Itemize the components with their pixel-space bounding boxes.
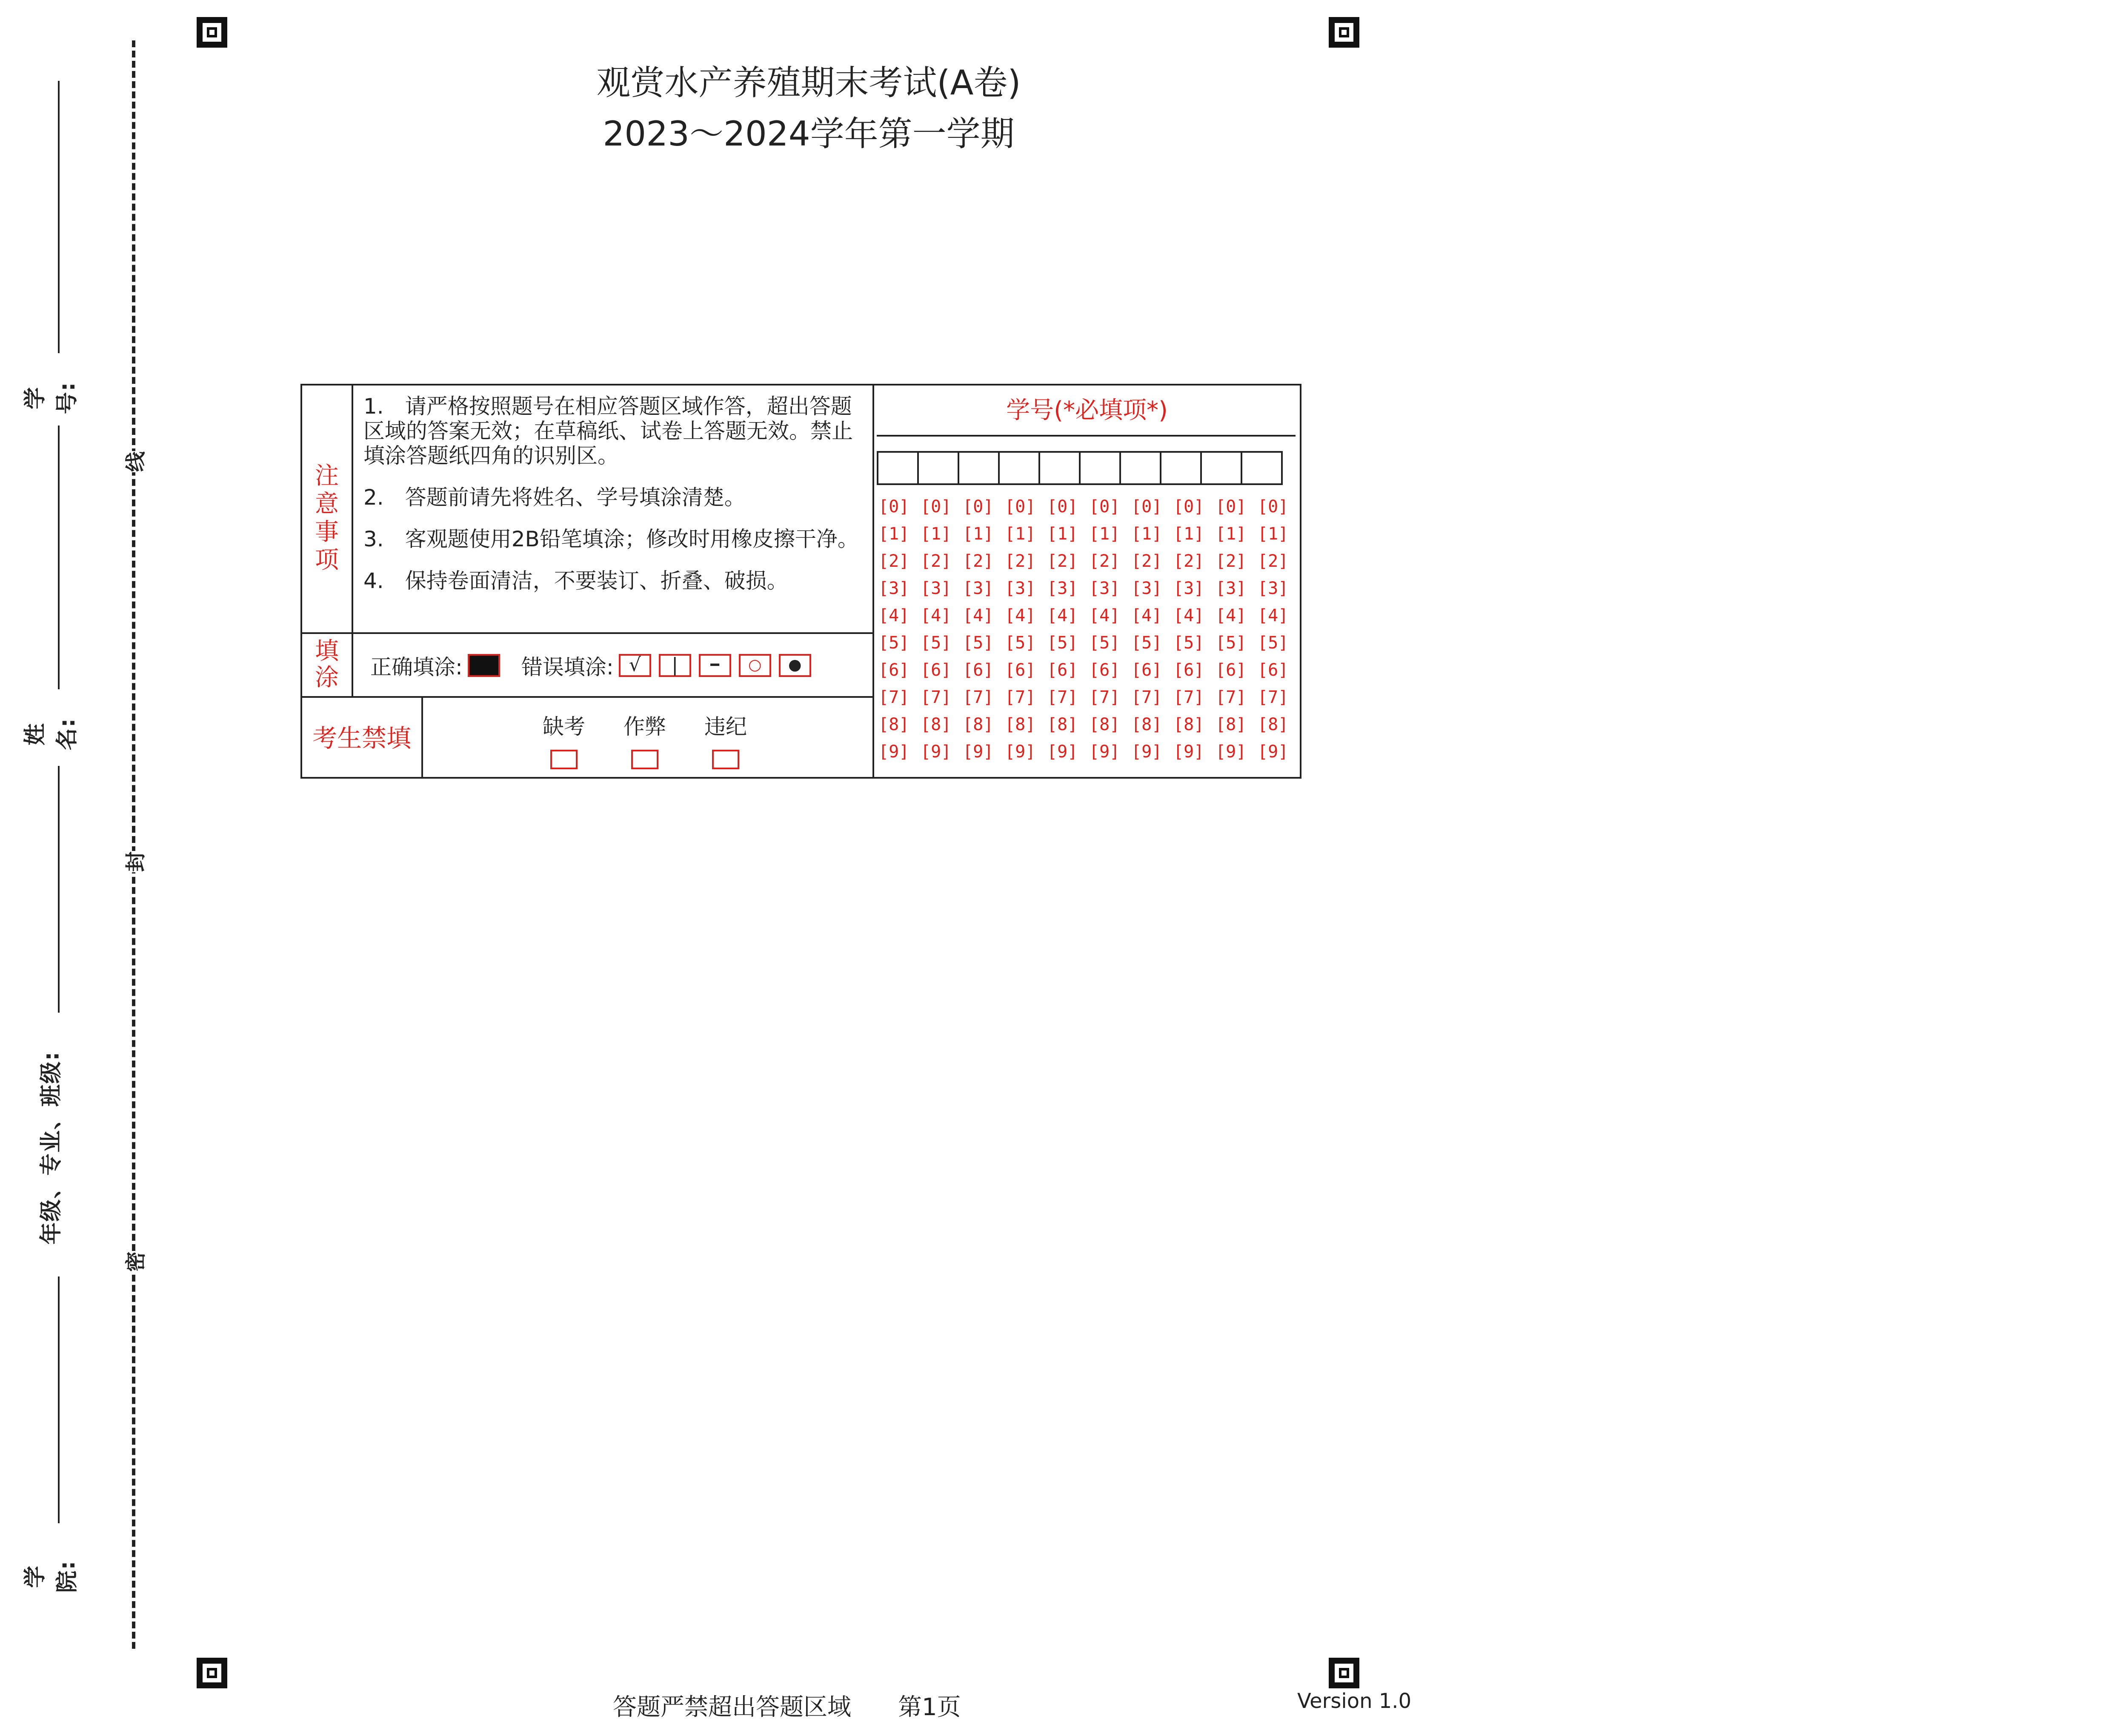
edge-marker-top-center xyxy=(1329,17,1359,48)
digit-bubble[interactable]: [2] xyxy=(963,551,994,571)
violation-label: 违纪 xyxy=(704,714,747,739)
digit-bubble[interactable]: [9] xyxy=(1089,742,1120,762)
digit-bubble[interactable]: [0] xyxy=(1131,497,1162,517)
digit-bubble[interactable]: [6] xyxy=(878,660,910,680)
digit-bubble[interactable]: [1] xyxy=(1216,524,1247,544)
digit-bubble[interactable]: [2] xyxy=(1258,551,1289,571)
notice-item: 4. 保持卷面清洁，不要装订、折叠、破损。 xyxy=(363,568,788,593)
digit-bubble[interactable]: [0] xyxy=(921,497,952,517)
student-id-digit-box[interactable] xyxy=(1079,451,1121,485)
student-id-label: 学号: xyxy=(23,381,80,414)
digit-bubble[interactable]: [2] xyxy=(1173,551,1204,571)
seal-word-seal: 封 xyxy=(119,851,149,872)
digit-bubble[interactable]: [6] xyxy=(1047,660,1078,680)
digit-bubble[interactable]: [4] xyxy=(878,606,910,625)
digit-bubble[interactable]: [7] xyxy=(878,688,910,707)
fill-example-row xyxy=(302,632,872,696)
digit-bubble[interactable]: [0] xyxy=(878,497,910,517)
digit-bubble[interactable]: [5] xyxy=(878,633,910,653)
digit-bubble[interactable]: [6] xyxy=(963,660,994,680)
digit-bubble[interactable]: [4] xyxy=(1131,606,1162,625)
student-id-digit-box[interactable] xyxy=(1119,451,1161,485)
digit-bubble[interactable]: [3] xyxy=(963,579,994,598)
digit-bubble[interactable]: [5] xyxy=(921,633,952,653)
student-id-title: 学号(*必填项*) xyxy=(1006,397,1168,424)
student-id-digit-box[interactable] xyxy=(1241,451,1283,485)
digit-bubble[interactable]: [7] xyxy=(921,688,952,707)
digit-bubble[interactable]: [9] xyxy=(921,742,952,762)
bubble-row xyxy=(878,715,1300,742)
digit-bubble[interactable]: [6] xyxy=(1089,660,1120,680)
digit-bubble[interactable]: [9] xyxy=(1173,742,1204,762)
notice-list xyxy=(363,394,866,610)
digit-bubble[interactable]: [5] xyxy=(1131,633,1162,653)
digit-bubble[interactable]: [4] xyxy=(1089,606,1120,625)
bubble-row xyxy=(878,524,1300,551)
digit-bubble[interactable]: [8] xyxy=(878,715,910,734)
student-id-digit-box[interactable] xyxy=(958,451,1000,485)
bubble-row xyxy=(878,579,1300,606)
student-id-digit-box[interactable] xyxy=(998,451,1040,485)
bubble-row xyxy=(878,660,1300,688)
digit-bubble[interactable]: [9] xyxy=(963,742,994,762)
correct-fill-label: 正确填涂: xyxy=(370,655,463,680)
digit-bubble[interactable]: [7] xyxy=(1131,688,1162,707)
digit-bubble[interactable]: [1] xyxy=(921,524,952,544)
cheating-label: 作弊 xyxy=(624,714,666,739)
student-id-digit-box[interactable] xyxy=(1160,451,1202,485)
digit-bubble[interactable]: [8] xyxy=(1005,715,1036,734)
digit-bubble[interactable]: [8] xyxy=(1047,715,1078,734)
digit-bubble[interactable]: [3] xyxy=(1173,579,1204,598)
exam-title: 观赏水产养殖期末考试(A卷) xyxy=(596,63,1021,103)
student-id-bubble-grid xyxy=(878,497,1300,769)
digit-bubble[interactable]: [3] xyxy=(1089,579,1120,598)
digit-bubble[interactable]: [3] xyxy=(1216,579,1247,598)
digit-bubble[interactable]: [0] xyxy=(1173,497,1204,517)
absent-label: 缺考 xyxy=(543,714,585,739)
digit-bubble[interactable]: [6] xyxy=(1216,660,1247,680)
digit-bubble[interactable]: [9] xyxy=(1216,742,1247,762)
footer-page: 第1页 xyxy=(898,1693,961,1721)
corner-marker-bottom-left xyxy=(197,1658,227,1688)
class-line xyxy=(58,766,60,1013)
digit-bubble[interactable]: [5] xyxy=(963,633,994,653)
digit-bubble[interactable]: [1] xyxy=(1173,524,1204,544)
digit-bubble[interactable]: [9] xyxy=(1258,742,1289,762)
digit-bubble[interactable]: [9] xyxy=(1131,742,1162,762)
digit-bubble[interactable]: [3] xyxy=(921,579,952,598)
notice-item: 3. 客观题使用2B铅笔填涂；修改时用橡皮擦干净。 xyxy=(363,527,859,551)
wrong-fill-check: √ xyxy=(619,654,651,677)
name-label: 姓名: xyxy=(23,717,80,751)
digit-bubble[interactable]: [0] xyxy=(1089,497,1120,517)
student-id-digit-box[interactable] xyxy=(1038,451,1081,485)
digit-bubble[interactable]: [9] xyxy=(878,742,910,762)
digit-bubble[interactable]: [4] xyxy=(1047,606,1078,625)
digit-bubble[interactable]: [0] xyxy=(1258,497,1289,517)
digit-bubble[interactable]: [1] xyxy=(878,524,910,544)
digit-bubble[interactable]: [3] xyxy=(1131,579,1162,598)
wrong-fill-bar: | xyxy=(659,654,691,677)
notice-label: 注意事项 xyxy=(302,385,353,632)
digit-bubble[interactable]: [6] xyxy=(1005,660,1036,680)
digit-bubble[interactable]: [2] xyxy=(878,551,910,571)
footer-notice: 答题严禁超出答题区域 xyxy=(613,1693,851,1721)
examiner-only-row xyxy=(302,696,872,779)
digit-bubble[interactable]: [9] xyxy=(1047,742,1078,762)
digit-bubble[interactable]: [3] xyxy=(878,579,910,598)
student-id-digit-box[interactable] xyxy=(917,451,959,485)
absent-checkbox[interactable] xyxy=(550,750,578,769)
answer-card-header xyxy=(300,384,1301,779)
seal-word-secret: 密 xyxy=(119,1251,149,1272)
bubble-row xyxy=(878,606,1300,633)
wrong-fill-dash: ━ xyxy=(699,654,731,677)
student-id-digit-box[interactable] xyxy=(1200,451,1242,485)
digit-bubble[interactable]: [8] xyxy=(921,715,952,734)
cheating-checkbox[interactable] xyxy=(631,750,658,769)
digit-bubble[interactable]: [8] xyxy=(1131,715,1162,734)
digit-bubble[interactable]: [2] xyxy=(1089,551,1120,571)
digit-bubble[interactable]: [4] xyxy=(1216,606,1247,625)
violation-checkbox[interactable] xyxy=(712,750,739,769)
digit-bubble[interactable]: [7] xyxy=(1173,688,1204,707)
student-id-rule xyxy=(877,435,1296,437)
college-label: 学院: xyxy=(23,1560,80,1593)
digit-bubble[interactable]: [9] xyxy=(1005,742,1036,762)
digit-bubble[interactable]: [6] xyxy=(1131,660,1162,680)
student-id-digit-box[interactable] xyxy=(877,451,919,485)
digit-bubble[interactable]: [7] xyxy=(1089,688,1120,707)
digit-bubble[interactable]: [5] xyxy=(1089,633,1120,653)
digit-bubble[interactable]: [2] xyxy=(1047,551,1078,571)
digit-bubble[interactable]: [4] xyxy=(963,606,994,625)
wrong-fill-circle: ○ xyxy=(739,654,771,677)
digit-bubble[interactable]: [5] xyxy=(1216,633,1247,653)
digit-bubble[interactable]: [8] xyxy=(1216,715,1247,734)
bubble-row xyxy=(878,633,1300,660)
digit-bubble[interactable]: [7] xyxy=(1005,688,1036,707)
digit-bubble[interactable]: [2] xyxy=(1216,551,1247,571)
digit-bubble[interactable]: [8] xyxy=(963,715,994,734)
wrong-fill-dot: ● xyxy=(779,654,811,677)
digit-bubble[interactable]: [1] xyxy=(1258,524,1289,544)
notice-item: 2. 答题前请先将姓名、学号填涂清楚。 xyxy=(363,485,746,510)
digit-bubble[interactable]: [1] xyxy=(1131,524,1162,544)
notice-item: 1. 请严格按照题号在相应答题区域作答，超出答题区域的答案无效；在草稿纸、试卷上答题无效。禁止填涂答题纸四角的识别区。 xyxy=(363,394,853,468)
digit-bubble[interactable]: [7] xyxy=(963,688,994,707)
bubble-row xyxy=(878,742,1300,769)
bubble-row xyxy=(878,688,1300,715)
examiner-only-label: 考生禁填 xyxy=(302,698,423,779)
digit-bubble[interactable]: [1] xyxy=(963,524,994,544)
digit-bubble[interactable]: [3] xyxy=(1047,579,1078,598)
digit-bubble[interactable]: [0] xyxy=(1005,497,1036,517)
digit-bubble[interactable]: [8] xyxy=(1089,715,1120,734)
digit-bubble[interactable]: [4] xyxy=(1173,606,1204,625)
digit-bubble[interactable]: [5] xyxy=(1173,633,1204,653)
digit-bubble[interactable]: [4] xyxy=(1258,606,1289,625)
digit-bubble[interactable]: [3] xyxy=(1005,579,1036,598)
student-id-panel xyxy=(872,385,1300,777)
seal-dashed-line xyxy=(132,40,135,1649)
digit-bubble[interactable]: [7] xyxy=(1047,688,1078,707)
digit-bubble[interactable]: [0] xyxy=(963,497,994,517)
digit-bubble[interactable]: [0] xyxy=(1047,497,1078,517)
digit-bubble[interactable]: [4] xyxy=(1005,606,1036,625)
digit-bubble[interactable]: [5] xyxy=(1047,633,1078,653)
digit-bubble[interactable]: [2] xyxy=(921,551,952,571)
corner-marker-top-left xyxy=(197,17,227,48)
class-label: 年级、专业、班级: xyxy=(38,1051,64,1245)
digit-bubble[interactable]: [0] xyxy=(1216,497,1247,517)
digit-bubble[interactable]: [8] xyxy=(1258,715,1289,734)
edge-marker-bottom-center xyxy=(1329,1658,1359,1688)
digit-bubble[interactable]: [5] xyxy=(1258,633,1289,653)
digit-bubble[interactable]: [4] xyxy=(921,606,952,625)
digit-bubble[interactable]: [5] xyxy=(1005,633,1036,653)
exam-term: 2023～2024学年第一学期 xyxy=(603,114,1015,154)
correct-fill-example xyxy=(468,654,500,677)
digit-bubble[interactable]: [6] xyxy=(1258,660,1289,680)
digit-bubble[interactable]: [3] xyxy=(1258,579,1289,598)
student-id-boxes xyxy=(877,451,1283,485)
digit-bubble[interactable]: [8] xyxy=(1173,715,1204,734)
digit-bubble[interactable]: [1] xyxy=(1089,524,1120,544)
digit-bubble[interactable]: [1] xyxy=(1005,524,1036,544)
digit-bubble[interactable]: [7] xyxy=(1216,688,1247,707)
digit-bubble[interactable]: [2] xyxy=(1131,551,1162,571)
college-line xyxy=(58,1276,60,1523)
digit-bubble[interactable]: [6] xyxy=(921,660,952,680)
digit-bubble[interactable]: [6] xyxy=(1173,660,1204,680)
fill-label: 填涂 xyxy=(302,634,353,696)
digit-bubble[interactable]: [2] xyxy=(1005,551,1036,571)
seal-word-line: 线 xyxy=(119,451,149,472)
name-line xyxy=(58,425,60,689)
student-id-line xyxy=(58,81,60,353)
bubble-row xyxy=(878,497,1300,524)
digit-bubble[interactable]: [1] xyxy=(1047,524,1078,544)
digit-bubble[interactable]: [7] xyxy=(1258,688,1289,707)
wrong-fill-label: 错误填涂: xyxy=(521,655,614,680)
footer-version: Version 1.0 xyxy=(1297,1689,1412,1713)
bubble-row xyxy=(878,551,1300,579)
